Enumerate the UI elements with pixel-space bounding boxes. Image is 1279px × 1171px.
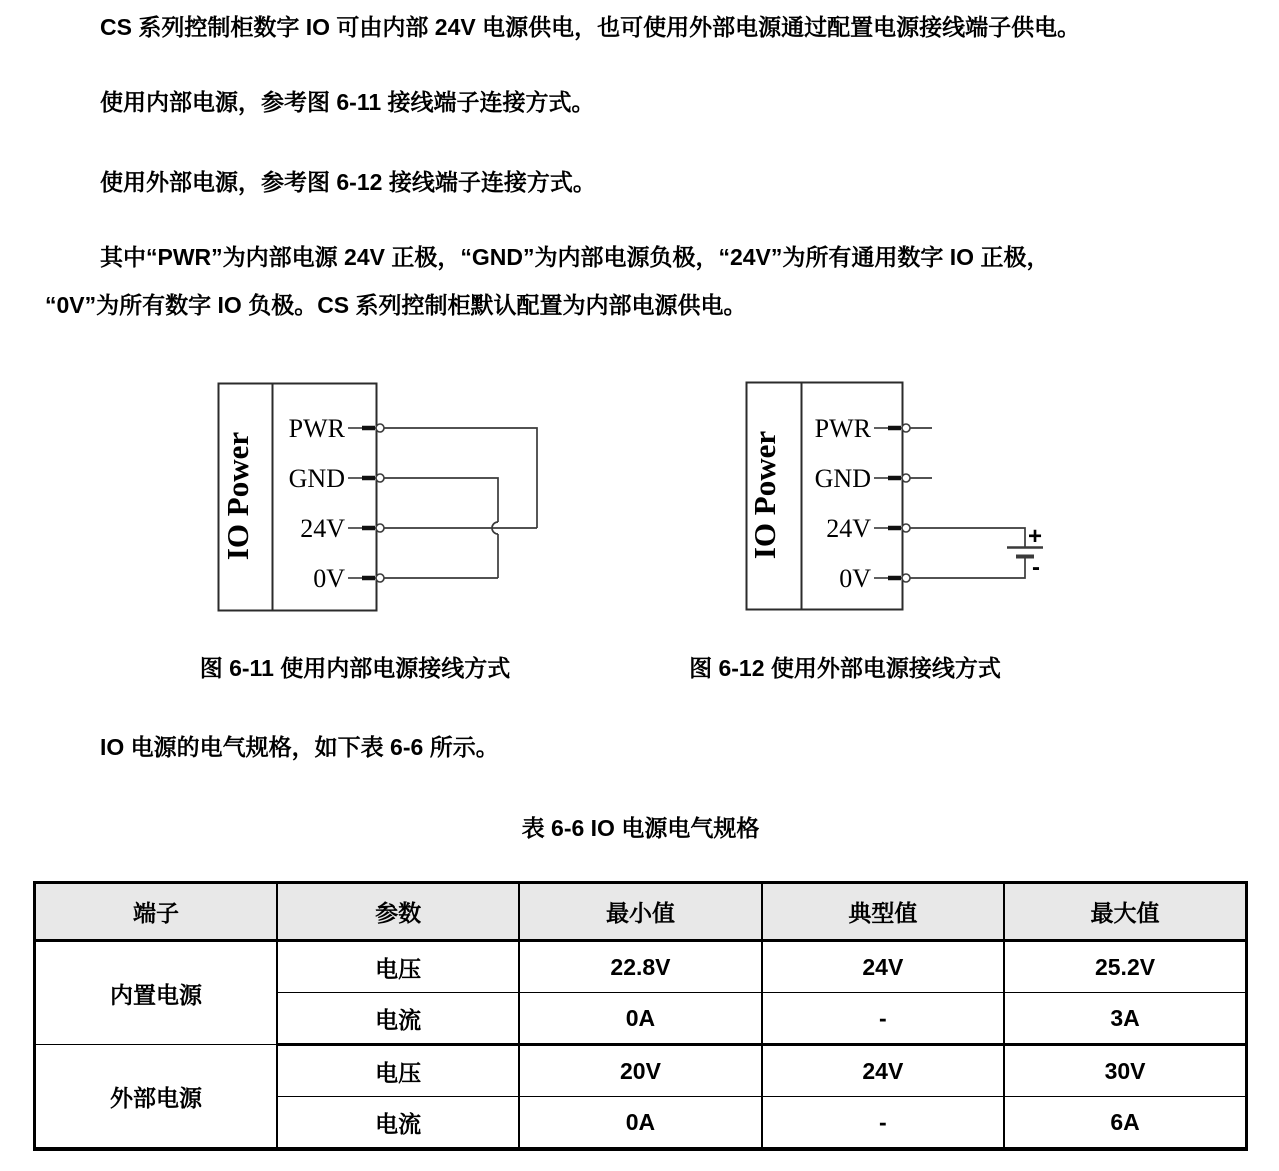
terminal-label-24v: 24V	[300, 514, 345, 543]
cell-typical: 24V	[762, 941, 1004, 993]
header-min: 最小值	[519, 883, 761, 941]
cell-typical: 24V	[762, 1045, 1004, 1097]
cell-max: 6A	[1004, 1097, 1246, 1150]
cell-typical: -	[762, 993, 1004, 1045]
wire-gnd-to-0v-upper	[384, 478, 498, 522]
paragraph-terminals-line2: “0V”为所有数字 IO 负极。CS 系列控制柜默认配置为内部电源供电。	[45, 292, 747, 318]
terminal-label-0v: 0V	[313, 564, 345, 593]
battery-plus-sign: +	[1027, 523, 1043, 550]
terminal-24v	[300, 514, 384, 543]
io-power-label: IO Power	[747, 430, 782, 560]
wire-battery-to-0v	[910, 557, 1025, 578]
figure-internal-power-diagram	[217, 382, 547, 614]
terminal-label-pwr: PWR	[288, 414, 345, 443]
paragraph-internal-ref: 使用内部电源，参考图 6-11 接线端子连接方式。	[100, 89, 595, 115]
paragraph-intro: CS 系列控制柜数字 IO 可由内部 24V 电源供电，也可使用外部电源通过配置电源接线端子供电。	[100, 14, 1081, 40]
terminal-24v	[826, 514, 910, 543]
terminal-node-icon	[376, 474, 384, 482]
table-header-row	[35, 883, 1247, 941]
cell-max: 25.2V	[1004, 941, 1246, 993]
battery-minus-sign: -	[1032, 554, 1040, 581]
terminal-0v	[313, 564, 384, 593]
io-power-spec-table	[33, 881, 1248, 1151]
cell-group-internal: 内置电源	[35, 941, 277, 1045]
cell-param: 电压	[277, 941, 519, 993]
cell-max: 3A	[1004, 993, 1246, 1045]
header-max: 最大值	[1004, 883, 1246, 941]
cell-group-external: 外部电源	[35, 1045, 277, 1150]
paragraph-external-ref: 使用外部电源，参考图 6-12 接线端子连接方式。	[100, 169, 596, 195]
table-6-6-caption: 表 6-6 IO 电源电气规格	[521, 815, 760, 841]
paragraph-table-ref: IO 电源的电气规格，如下表 6-6 所示。	[100, 734, 499, 760]
cell-min: 22.8V	[519, 941, 761, 993]
paragraph-terminals-line1: 其中“PWR”为内部电源 24V 正极，“GND”为内部电源负极，“24V”为所有通用数字 IO 正极，	[100, 244, 1050, 270]
terminal-label-24v: 24V	[826, 514, 871, 543]
terminal-node-icon	[902, 524, 910, 532]
cell-min: 0A	[519, 993, 761, 1045]
terminal-0v	[839, 564, 910, 593]
terminal-node-icon	[376, 524, 384, 532]
terminal-node-icon	[902, 424, 910, 432]
terminal-node-icon	[376, 574, 384, 582]
terminal-pwr	[815, 414, 910, 443]
terminal-label-pwr: PWR	[814, 414, 871, 443]
header-typical: 典型值	[762, 883, 1004, 941]
table-row	[35, 941, 1247, 993]
cell-param: 电流	[277, 993, 519, 1045]
header-terminal: 端子	[35, 883, 277, 941]
figure-6-11-caption: 图 6-11 使用内部电源接线方式	[199, 655, 511, 681]
cell-min: 20V	[519, 1045, 761, 1097]
terminal-pwr	[289, 414, 384, 443]
terminal-node-icon	[376, 424, 384, 432]
table-row	[35, 1045, 1247, 1097]
io-power-label: IO Power	[220, 431, 255, 561]
header-parameter: 参数	[277, 883, 519, 941]
cell-typical: -	[762, 1097, 1004, 1150]
cell-max: 30V	[1004, 1045, 1246, 1097]
figure-6-12-caption: 图 6-12 使用外部电源接线方式	[689, 655, 1001, 681]
figure-external-power-diagram	[745, 381, 1055, 613]
wire-24v-to-battery	[910, 528, 1025, 547]
terminal-node-icon	[902, 574, 910, 582]
cell-param: 电压	[277, 1045, 519, 1097]
cell-min: 0A	[519, 1097, 761, 1150]
terminal-gnd	[815, 464, 910, 493]
terminal-gnd	[289, 464, 384, 493]
cell-param: 电流	[277, 1097, 519, 1150]
terminal-label-gnd: GND	[288, 464, 345, 493]
terminal-label-0v: 0V	[839, 564, 871, 593]
terminal-label-gnd: GND	[814, 464, 871, 493]
terminal-node-icon	[902, 474, 910, 482]
